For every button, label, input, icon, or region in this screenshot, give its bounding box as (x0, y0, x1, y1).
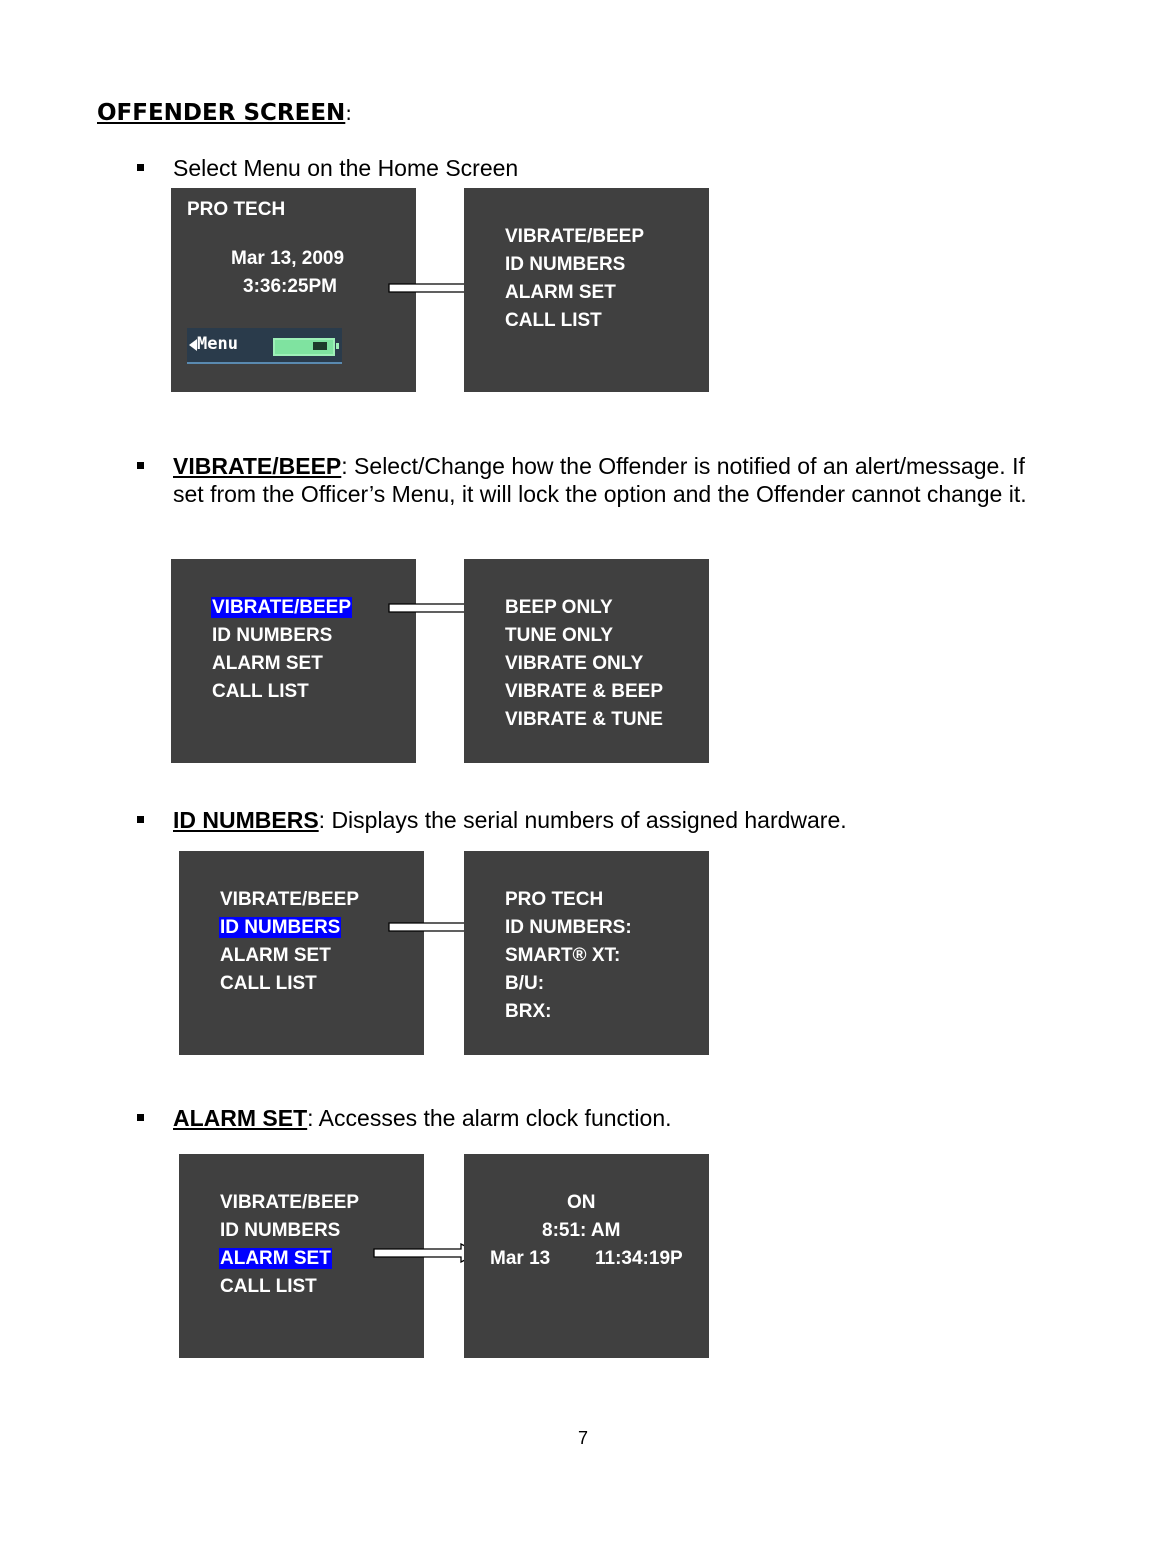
menu-item-id-numbers[interactable]: ID NUMBERS (505, 254, 626, 275)
vibrate-options-screen (464, 559, 709, 763)
alarm-current-date: Mar 13 (490, 1248, 551, 1269)
bullet-vibrate-beep: VIBRATE/BEEP: Select/Change how the Offender is notified of an alert/message. If set from the Officer’s Menu, it will lock the option and the Offender cannot change it. (173, 453, 1027, 507)
bullet-marker (137, 462, 144, 469)
id-brx: BRX: (505, 1001, 552, 1022)
battery-icon (273, 338, 335, 356)
home-time: 3:36:25PM (243, 276, 337, 297)
menu-softkey[interactable] (187, 328, 342, 364)
menu-item-alarm-set[interactable]: ALARM SET (220, 1248, 331, 1269)
home-date: Mar 13, 2009 (231, 248, 345, 269)
option-vibrate-beep[interactable]: VIBRATE & BEEP (505, 681, 664, 702)
menu-item-alarm-set[interactable]: ALARM SET (220, 945, 331, 966)
alarm-screen (464, 1154, 709, 1358)
menu-label: Menu (197, 334, 238, 354)
bullet-marker (137, 164, 144, 171)
id-numbers-heading: ID NUMBERS: (505, 917, 632, 938)
alarm-status[interactable]: ON (567, 1192, 596, 1213)
option-vibrate-tune[interactable]: VIBRATE & TUNE (505, 709, 663, 730)
bullet-id-numbers: ID NUMBERS: Displays the serial numbers of assigned hardware. (173, 807, 847, 833)
id-numbers-screen (464, 851, 709, 1055)
bullet-marker (137, 816, 144, 823)
left-triangle-icon (189, 339, 197, 351)
main-menu-screen (464, 188, 709, 392)
menu-item-id-numbers[interactable]: ID NUMBERS (220, 917, 341, 938)
menu-item-id-numbers[interactable]: ID NUMBERS (220, 1220, 341, 1241)
menu-item-id-numbers[interactable]: ID NUMBERS (212, 625, 333, 646)
page-title: OFFENDER SCREEN: (97, 100, 353, 126)
option-vibrate-only[interactable]: VIBRATE ONLY (505, 653, 644, 674)
menu-item-call-list[interactable]: CALL LIST (212, 681, 309, 702)
home-screen (171, 188, 416, 392)
menu-item-call-list[interactable]: CALL LIST (220, 1276, 317, 1297)
id-bu: B/U: (505, 973, 545, 994)
id-smart-xt: SMART® XT: (505, 945, 621, 966)
menu-item-vibrate-beep[interactable]: VIBRATE/BEEP (220, 889, 360, 910)
bullet-alarm-set: ALARM SET: Accesses the alarm clock function. (173, 1105, 672, 1131)
menu-item-vibrate-beep[interactable]: VIBRATE/BEEP (220, 1192, 360, 1213)
menu-item-call-list[interactable]: CALL LIST (505, 310, 602, 331)
option-tune-only[interactable]: TUNE ONLY (505, 625, 614, 646)
menu-item-vibrate-beep[interactable]: VIBRATE/BEEP (505, 226, 645, 247)
bullet-select-menu: Select Menu on the Home Screen (173, 155, 519, 181)
id-brand: PRO TECH (505, 889, 604, 910)
bullet-marker (137, 1114, 144, 1121)
menu-item-alarm-set[interactable]: ALARM SET (505, 282, 616, 303)
menu-id-selected-screen (179, 851, 424, 1055)
alarm-time[interactable]: 8:51: AM (542, 1220, 621, 1241)
home-brand: PRO TECH (187, 199, 286, 220)
alarm-current-clock: 11:34:19P (595, 1248, 683, 1269)
option-beep-only[interactable]: BEEP ONLY (505, 597, 613, 618)
menu-vibrate-selected-screen (171, 559, 416, 763)
menu-item-vibrate-beep[interactable]: VIBRATE/BEEP (212, 597, 352, 618)
page-number: 7 (578, 1428, 589, 1448)
menu-item-alarm-set[interactable]: ALARM SET (212, 653, 323, 674)
menu-item-call-list[interactable]: CALL LIST (220, 973, 317, 994)
